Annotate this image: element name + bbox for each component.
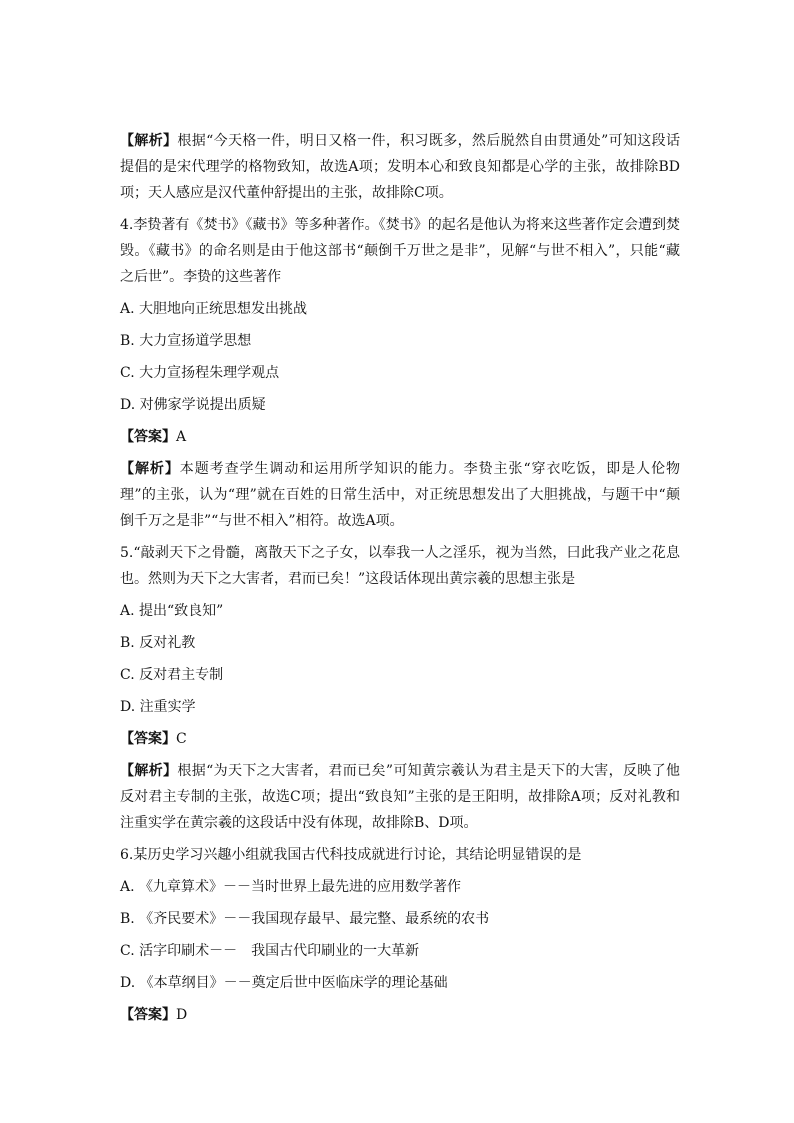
q5-option-d: D. 注重实学	[120, 699, 196, 715]
answer-tag: 【答案】	[120, 1007, 176, 1023]
explanation-text: 根据“今天格一件，明日又格一件，积习既多，然后脱然自由贯通处”可知这段话提倡的是宋代理学的格物致知，故选A项；发明本心和致良知都是心学的主张，故排除BD项；天人感应是汉代董仲舒提出的主张，故排除C项。	[120, 133, 681, 201]
q3-explanation	[120, 128, 680, 206]
answer-tag: 【答案】	[120, 731, 176, 747]
q4-option-c: C. 大力宣扬程朱理学观点	[120, 365, 280, 381]
answer-value: A	[176, 429, 187, 445]
explanation-tag: 【解析】	[120, 133, 178, 149]
explanation-text: 本题考查学生调动和运用所学知识的能力。李贽主张“穿衣吃饭，即是人伦物理”的主张，认为“理”就在百姓的日常生活中，对正统思想发出了大胆挑战，与题干中“颠倒千万之是非”“与世不相入”相符。故选A项。	[120, 461, 681, 529]
answer-value: D	[176, 1007, 188, 1023]
q6-option-a: A. 《九章算术》－－当时世界上最先进的应用数学著作	[120, 879, 462, 895]
q5-stem: 5.“敲剥天下之骨髓，离散天下之子女，以奉我一人之淫乐，视为当然，曰此我产业之花息也。然则为天下之大害者，君而已矣！”这段话体现出黄宗羲的思想主张是	[120, 545, 680, 587]
explanation-tag: 【解析】	[120, 763, 178, 779]
q4-option-a: A. 大胆地向正统思想发出挑战	[120, 301, 308, 317]
q4-answer	[120, 424, 680, 450]
q4-option-d: D. 对佛家学说提出质疑	[120, 397, 266, 413]
q4-explanation	[120, 456, 680, 534]
q6-stem: 6.某历史学习兴趣小组就我国古代科技成就进行讨论，其结论明显错误的是	[120, 847, 582, 863]
q4-stem: 4.李贽著有《焚书》《藏书》等多种著作。《焚书》的起名是他认为将来这些著作定会遭到焚毁。《藏书》的命名则是由于他这部书“颠倒千万世之是非”，见解“与世不相入”，只能“藏之后世”。李贽的这些著作	[120, 217, 680, 285]
answer-tag: 【答案】	[120, 429, 176, 445]
q6-answer	[120, 1002, 680, 1028]
document-page	[120, 128, 680, 1034]
explanation-text: 根据“为天下之大害者，君而已矣”可知黄宗羲认为君主是天下的大害，反映了他反对君主专制的主张，故选C项；提出“致良知”主张的是王阳明，故排除A项；反对礼教和注重实学在黄宗羲的这段话中没有体现，故排除B、D项。	[120, 763, 681, 831]
q5-option-a: A. 提出“致良知”	[120, 603, 224, 619]
q6-option-d: D. 《本草纲目》－－奠定后世中医临床学的理论基础	[120, 975, 448, 991]
q5-explanation	[120, 758, 680, 836]
q6-option-c: C. 活字印刷术－－ 我国古代印刷业的一大革新	[120, 943, 420, 959]
q4-option-b: B. 大力宣扬道学思想	[120, 333, 252, 349]
q5-answer	[120, 726, 680, 752]
q5-option-b: B. 反对礼教	[120, 635, 196, 651]
q6-option-b: B. 《齐民要术》－－我国现存最早、最完整、最系统的农书	[120, 911, 490, 927]
answer-value: C	[176, 731, 187, 747]
explanation-tag: 【解析】	[120, 461, 180, 477]
q5-option-c: C. 反对君主专制	[120, 667, 224, 683]
